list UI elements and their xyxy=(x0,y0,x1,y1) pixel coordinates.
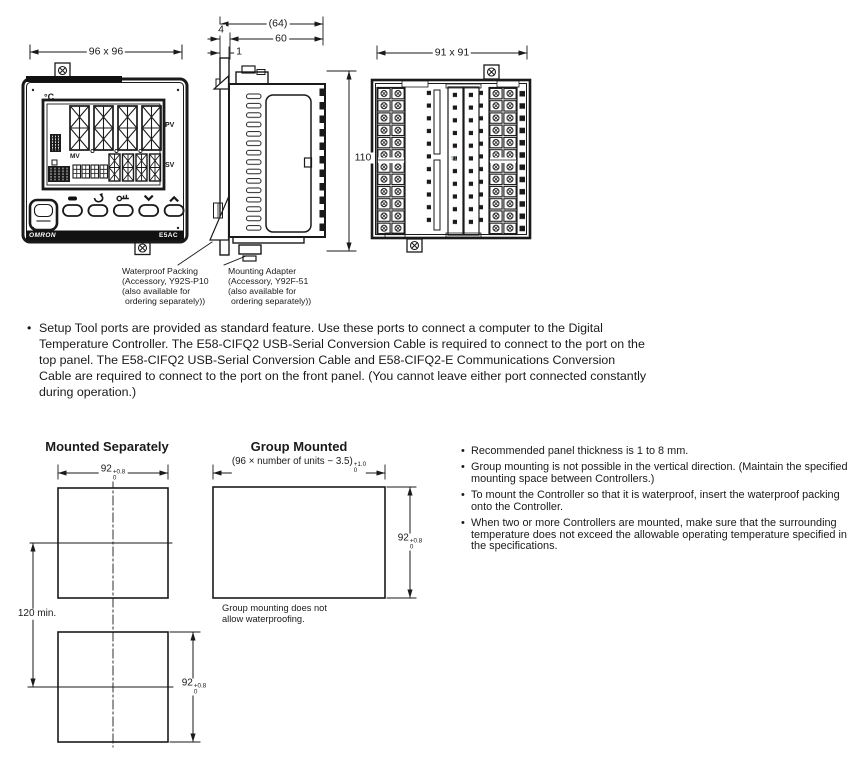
mounting-note-item: • To mount the Controller so that it is waterproof, insert the waterproof packing onto the Controller. xyxy=(461,490,854,513)
brand-logo: OMRON xyxy=(29,231,56,239)
callout-line: ordering separately)) xyxy=(231,296,312,306)
side-height-dim: 110 xyxy=(354,151,372,164)
group-mounted-title: Group Mounted xyxy=(250,439,348,454)
callout-line: (Accessory, Y92S-P10 xyxy=(122,276,209,286)
side-panel-gap-dim: 1 xyxy=(236,45,242,58)
callout-line: (also available for xyxy=(228,286,297,296)
cutout-width-dim: 92 +0.8 0 xyxy=(100,463,126,482)
level-key-icon xyxy=(68,197,77,201)
back-view-drawing xyxy=(372,46,530,252)
vertical-pitch-dim: 120 min. xyxy=(17,607,57,619)
side-case-depth-dim: 60 xyxy=(275,32,287,45)
mounting-note-item: • Group mounting is not possible in the vertical direction. (Maintain the specified mounting space between Controllers.) xyxy=(461,462,854,485)
mode-key-icon xyxy=(95,193,103,202)
side-bezel-depth-dim: 4 xyxy=(218,23,224,36)
setup-tool-note: • Setup Tool ports are provided as standard feature. Use these ports to connect a computer to the Digital Temperature Controller. The E58-CIFQ2 USB-Serial Conversion Cable is required to connect to the port on the top panel. The E58-CIFQ2 USB-Serial Conversion Cable and E58-CIFQ2-E Communications Conversion Cable are required to connect to the port on the front panel. (You cannot leave either port connected constantly during operation.) xyxy=(27,320,651,400)
group-mounting-note: Group mounting does not allow waterproofing. xyxy=(222,603,327,624)
formula-base: (96 × number of units − 3.5) xyxy=(231,456,353,467)
model-logo: E5AC xyxy=(159,231,178,239)
back-width-dim: 91 x 91 xyxy=(434,46,470,59)
mounted-separately-title: Mounted Separately xyxy=(45,439,169,454)
back-center-mark: 91 xyxy=(451,156,458,162)
mounting-note-item: • When two or more Controllers are mounted, make sure that the surrounding temperature does not exceed the allowable operating temperature specified in the specifications. xyxy=(461,518,854,553)
mv-label: MV xyxy=(70,153,80,160)
front-width-dim: 96 x 96 xyxy=(88,45,124,58)
sv-label: SV xyxy=(165,162,175,169)
side-view-drawing xyxy=(178,17,356,265)
group-cutout-height-dim: 92 +0.8 0 xyxy=(397,532,423,551)
callout-line: Waterproof Packing xyxy=(122,266,198,276)
down-key-icon xyxy=(145,196,152,199)
callout-line: (Accessory, Y92F-51 xyxy=(228,276,309,286)
cutout-height-dim: 92 +0.8 0 xyxy=(181,677,207,696)
side-total-depth-dim: (64) xyxy=(268,17,288,30)
shift-key-icon xyxy=(117,195,128,200)
formula-sup: +1.0 xyxy=(353,461,367,468)
temp-unit-indicator: °C xyxy=(44,92,55,102)
mounting-adapter-callout xyxy=(228,266,311,306)
group-width-formula xyxy=(232,456,366,474)
mounting-note-item: • Recommended panel thickness is 1 to 8 mm. xyxy=(461,446,854,458)
up-key-icon xyxy=(171,197,178,200)
pv-label: PV xyxy=(165,122,175,129)
formula-sub: 0 xyxy=(353,467,358,474)
callout-line: (also available for xyxy=(122,286,191,296)
callout-line: ordering separately)) xyxy=(125,296,206,306)
callout-line: Mounting Adapter xyxy=(228,266,297,276)
mounting-notes-list xyxy=(461,446,854,558)
front-view-drawing xyxy=(23,45,187,255)
waterproof-packing-callout xyxy=(122,266,209,306)
